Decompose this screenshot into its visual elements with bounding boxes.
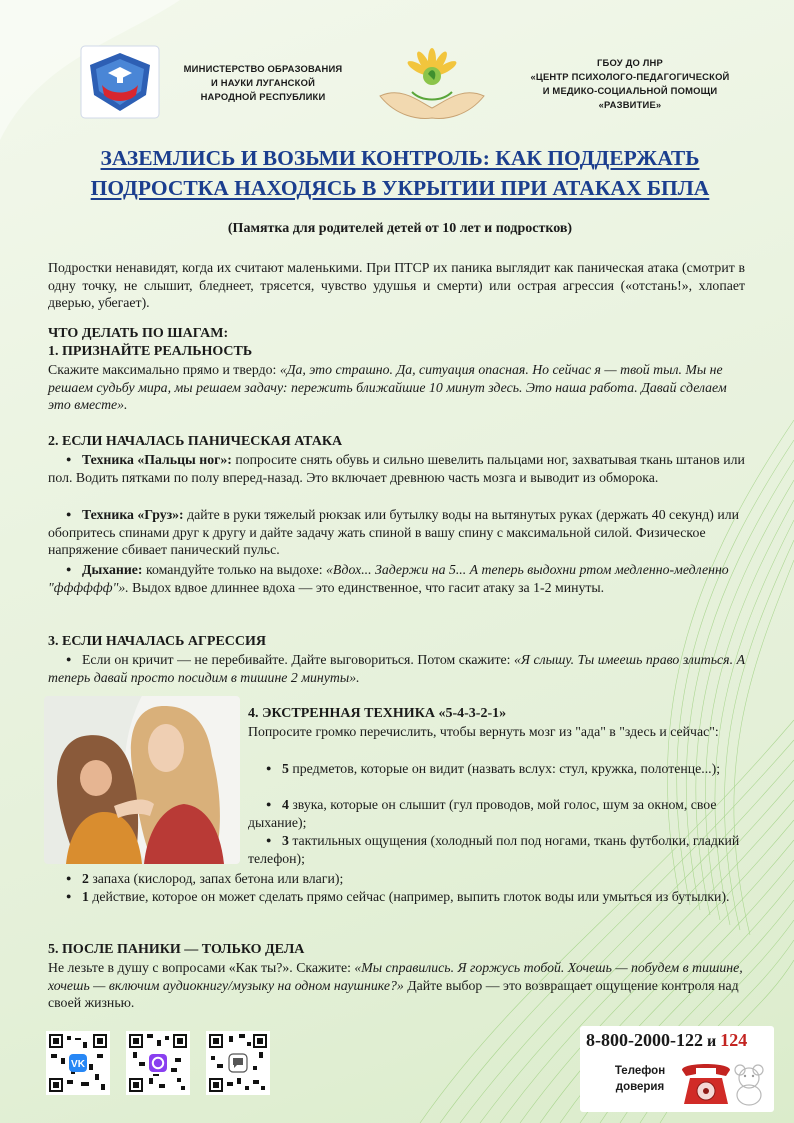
center-name: ГБОУ ДО ЛНР «ЦЕНТР ПСИХОЛОГО-ПЕДАГОГИЧЕСКОЙ И МЕДИКО-СОЦИАЛЬНОЙ ПОМОЩИ «РАЗВИТИЕ»	[530, 57, 730, 110]
step2-item-toes: ● Техника «Пальцы ног»: попросите снять обувь и сильно шевелить пальцами ног, захватывая ткань штанов или пол. Водить пятками по полу вперед-назад. Это включает древнюю часть мозга и выводит из обморока.	[48, 452, 745, 485]
step3-text: ● Если он кричит — не перебивайте. Дайте выговориться. Потом скажите: «Я слышу. Ты имеешь право злиться. А теперь давай просто посидим в тишине 2 минуты».	[48, 652, 745, 685]
ministry-name: МИНИСТЕРСТВО ОБРАЗОВАНИЯ И НАУКИ ЛУГАНСКОЙ НАРОДНОЙ РЕСПУБЛИКИ	[183, 63, 343, 102]
qr-code-vk[interactable]	[46, 1031, 110, 1095]
step1-text: Скажите максимально прямо и твердо: «Да, это страшно. Да, ситуация опасная. Но сейчас я — твой тыл. Мы не решаем судьбу мира, мы решаем задачу: пережить ближайшие 10 минут здесь. Это наша работа. Давай сделаем это вместе».	[48, 362, 727, 412]
step4-item-3: ● 3 тактильных ощущения (холодный пол под ногами, ткань футболки, гладкий телефон);	[248, 833, 740, 866]
step1-heading: 1. ПРИЗНАЙТЕ РЕАЛЬНОСТЬ	[48, 344, 253, 359]
mother-daughter-photo	[44, 696, 240, 864]
step2-item-breathing: ● Дыхание: командуйте только на выдохе: «Вдох... Задержи на 5... А теперь выдохни ртом медленно-медленно "фффффф"». Выдох вдвое длиннее вдоха — это единственное, что гасит атаку за 1-2 минуты.	[48, 562, 729, 595]
page-title: ЗАЗЕМЛИСЬ И ВОЗЬМИ КОНТРОЛЬ: КАК ПОДДЕРЖАТЬ ПОДРОСТКА НАХОДЯСЬ В УКРЫТИИ ПРИ АТАКАХ БПЛА	[90, 146, 710, 200]
qr-code-pattern	[209, 1034, 267, 1092]
intro-paragraph: Подростки ненавидят, когда их считают маленькими. При ПТСР их паника выглядит как паническая атака (смотрит в одну точку, не слышит, бледнеет, трясется, чувство удушья и смерти) или острая агрессия («отстань!», хлопает дверью, убегает).	[48, 260, 745, 310]
helpline-number[interactable]: 8-800-2000-122 и 124	[586, 1030, 748, 1050]
step4-heading: 4. ЭКСТРЕННАЯ ТЕХНИКА «5-4-3-2-1»	[248, 706, 507, 721]
teddy-bear-icon	[730, 1062, 768, 1106]
step4-item-4: ● 4 звука, которые он слышит (гул проводов, мой голос, шум за окном, свое дыхание);	[248, 797, 717, 830]
step4-item-2: ● 2 запаха (кислород, запах бетона или влаги);	[66, 871, 344, 886]
step3-heading: 3. ЕСЛИ НАЧАЛАСЬ АГРЕССИЯ	[48, 634, 267, 649]
svg-text:VK: VK	[71, 1059, 85, 1070]
step5-text: Не лезьте в душу с вопросами «Как ты?». Скажите: «Мы справились. Я горжусь тобой. Хочешь — побудем в тишине, хочешь — включим аудиокнигу/музыку на одном наушнике?» Дайте выбор — это возвращает ощущение контроля над своей жизнью.	[48, 960, 743, 1010]
step5-heading: 5. ПОСЛЕ ПАНИКИ — ТОЛЬКО ДЕЛА	[48, 942, 305, 957]
qr-code-pattern	[129, 1034, 187, 1092]
max-icon	[149, 1054, 167, 1072]
qr-code-pattern	[49, 1034, 107, 1092]
step2-heading: 2. ЕСЛИ НАЧАЛАСЬ ПАНИЧЕСКАЯ АТАКА	[48, 434, 343, 449]
center-logo-icon	[372, 46, 492, 124]
step4-item-1: ● 1 действие, которое он может сделать прямо сейчас (например, выпить глоток воды или умыться из бутылки).	[66, 889, 730, 904]
step2-item-weight: ● Техника «Груз»: дайте в руки тяжелый рюкзак или бутылку воды на вытянутых руках (держать 40 секунд) или обопритесь спинами друг к другу и дайте задачу жать спиной в вашу спину с максимальной силой. Физическое напряжение сбивает панический пульс.	[48, 507, 739, 557]
telephone-icon	[676, 1056, 736, 1108]
step4-intro: Попросите громко перечислить, чтобы вернуть мозг из "ада" в "здесь и сейчас":	[248, 724, 719, 739]
helpline-label: Телефон доверия	[614, 1065, 666, 1093]
helpline-box	[580, 1026, 774, 1112]
ministry-logo-icon	[80, 45, 160, 119]
step4-item-5: ● 5 предметов, которые он видит (назвать вслух: стул, кружка, полотенце...);	[266, 761, 721, 776]
qr-code-max[interactable]	[126, 1031, 190, 1095]
qr-code-chat[interactable]	[206, 1031, 270, 1095]
steps-heading: ЧТО ДЕЛАТЬ ПО ШАГАМ:	[48, 326, 229, 341]
page-subtitle: (Памятка для родителей детей от 10 лет и подростков)	[227, 221, 573, 236]
